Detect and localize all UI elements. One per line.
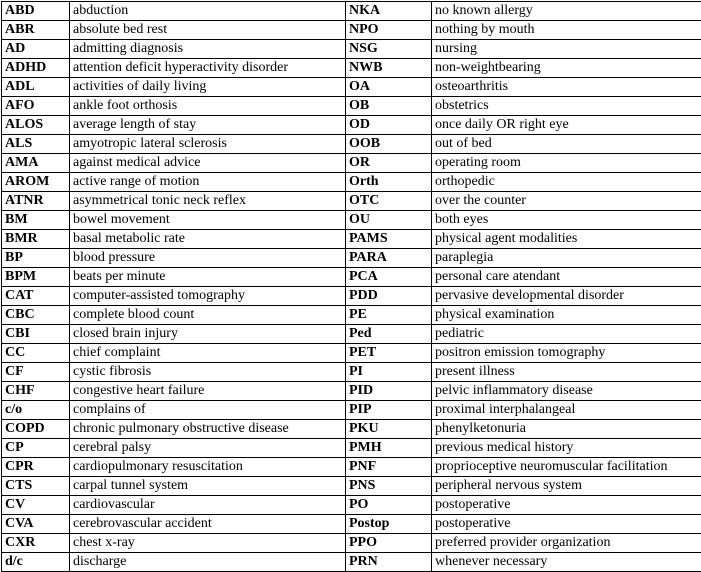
left-abbreviation-cell: CHF (2, 382, 70, 401)
right-abbreviation-cell: PET (346, 344, 432, 363)
right-meaning-cell: peripheral nervous system (432, 477, 701, 496)
left-meaning-cell: average length of stay (70, 116, 346, 135)
table-row (2, 420, 701, 439)
right-abbreviation-cell: Ped (346, 325, 432, 344)
right-abbreviation-cell: PNS (346, 477, 432, 496)
table-row (2, 496, 701, 515)
left-abbreviation-cell: ALOS (2, 116, 70, 135)
right-meaning-cell: nothing by mouth (432, 21, 701, 40)
left-abbreviation-cell: c/o (2, 401, 70, 420)
right-abbreviation-cell: NPO (346, 21, 432, 40)
right-abbreviation-cell: PI (346, 363, 432, 382)
right-abbreviation-cell: Orth (346, 173, 432, 192)
right-meaning-cell: pelvic inflammatory disease (432, 382, 701, 401)
left-meaning-cell: beats per minute (70, 268, 346, 287)
right-meaning-cell: phenylketonuria (432, 420, 701, 439)
right-abbreviation-cell: PNF (346, 458, 432, 477)
table-row (2, 268, 701, 287)
right-abbreviation-cell: PAMS (346, 230, 432, 249)
left-abbreviation-cell: ADL (2, 78, 70, 97)
left-abbreviation-cell: BPM (2, 268, 70, 287)
right-meaning-cell: out of bed (432, 135, 701, 154)
left-abbreviation-cell: BMR (2, 230, 70, 249)
left-meaning-cell: active range of motion (70, 173, 346, 192)
table-row (2, 401, 701, 420)
right-meaning-cell: postoperative (432, 515, 701, 534)
left-meaning-cell: carpal tunnel system (70, 477, 346, 496)
left-abbreviation-cell: CP (2, 439, 70, 458)
left-abbreviation-cell: CBI (2, 325, 70, 344)
right-abbreviation-cell: PARA (346, 249, 432, 268)
left-meaning-cell: admitting diagnosis (70, 40, 346, 59)
right-meaning-cell: physical agent modalities (432, 230, 701, 249)
right-abbreviation-cell: OB (346, 97, 432, 116)
left-abbreviation-cell: d/c (2, 553, 70, 572)
left-meaning-cell: closed brain injury (70, 325, 346, 344)
table-row (2, 534, 701, 553)
left-meaning-cell: absolute bed rest (70, 21, 346, 40)
table-row (2, 192, 701, 211)
left-meaning-cell: cystic fibrosis (70, 363, 346, 382)
left-meaning-cell: cerebral palsy (70, 439, 346, 458)
left-abbreviation-cell: CAT (2, 287, 70, 306)
right-abbreviation-cell: PE (346, 306, 432, 325)
right-meaning-cell: once daily OR right eye (432, 116, 701, 135)
table-row (2, 306, 701, 325)
right-abbreviation-cell: PCA (346, 268, 432, 287)
table-row (2, 363, 701, 382)
left-meaning-cell: complete blood count (70, 306, 346, 325)
abbreviation-table (1, 1, 701, 572)
right-abbreviation-cell: PMH (346, 439, 432, 458)
right-abbreviation-cell: NWB (346, 59, 432, 78)
right-meaning-cell: proximal interphalangeal (432, 401, 701, 420)
left-meaning-cell: computer-assisted tomography (70, 287, 346, 306)
right-meaning-cell: personal care atendant (432, 268, 701, 287)
left-meaning-cell: asymmetrical tonic neck reflex (70, 192, 346, 211)
right-abbreviation-cell: PKU (346, 420, 432, 439)
right-abbreviation-cell: PIP (346, 401, 432, 420)
left-meaning-cell: attention deficit hyperactivity disorder (70, 59, 346, 78)
right-meaning-cell: proprioceptive neuromuscular facilitation (432, 458, 701, 477)
table-row (2, 325, 701, 344)
table-row (2, 154, 701, 173)
left-abbreviation-cell: ALS (2, 135, 70, 154)
right-abbreviation-cell: OOB (346, 135, 432, 154)
right-meaning-cell: physical examination (432, 306, 701, 325)
right-abbreviation-cell: OR (346, 154, 432, 173)
right-abbreviation-cell: Postop (346, 515, 432, 534)
table-row (2, 439, 701, 458)
left-meaning-cell: chest x-ray (70, 534, 346, 553)
left-abbreviation-cell: CTS (2, 477, 70, 496)
left-meaning-cell: amyotropic lateral sclerosis (70, 135, 346, 154)
table-row (2, 553, 701, 572)
left-meaning-cell: abduction (70, 2, 346, 21)
left-meaning-cell: against medical advice (70, 154, 346, 173)
left-abbreviation-cell: CXR (2, 534, 70, 553)
table-row (2, 40, 701, 59)
right-abbreviation-cell: PPO (346, 534, 432, 553)
left-abbreviation-cell: CF (2, 363, 70, 382)
left-abbreviation-cell: CC (2, 344, 70, 363)
left-abbreviation-cell: AFO (2, 97, 70, 116)
left-abbreviation-cell: ABR (2, 21, 70, 40)
abbreviation-table-body (2, 2, 701, 572)
left-abbreviation-cell: CVA (2, 515, 70, 534)
left-abbreviation-cell: CV (2, 496, 70, 515)
left-meaning-cell: cerebrovascular accident (70, 515, 346, 534)
right-meaning-cell: postoperative (432, 496, 701, 515)
left-abbreviation-cell: ABD (2, 2, 70, 21)
left-abbreviation-cell: BP (2, 249, 70, 268)
left-abbreviation-cell: BM (2, 211, 70, 230)
right-meaning-cell: no known allergy (432, 2, 701, 21)
right-meaning-cell: nursing (432, 40, 701, 59)
left-meaning-cell: congestive heart failure (70, 382, 346, 401)
table-row (2, 78, 701, 97)
left-meaning-cell: activities of daily living (70, 78, 346, 97)
table-row (2, 173, 701, 192)
right-abbreviation-cell: OU (346, 211, 432, 230)
left-abbreviation-cell: AD (2, 40, 70, 59)
table-row (2, 515, 701, 534)
table-row (2, 97, 701, 116)
table-row (2, 477, 701, 496)
table-row (2, 382, 701, 401)
left-abbreviation-cell: CBC (2, 306, 70, 325)
right-abbreviation-cell: NKA (346, 2, 432, 21)
left-meaning-cell: cardiopulmonary resuscitation (70, 458, 346, 477)
right-abbreviation-cell: PDD (346, 287, 432, 306)
right-meaning-cell: pediatric (432, 325, 701, 344)
table-row (2, 287, 701, 306)
left-meaning-cell: basal metabolic rate (70, 230, 346, 249)
left-meaning-cell: chief complaint (70, 344, 346, 363)
right-meaning-cell: both eyes (432, 211, 701, 230)
table-row (2, 116, 701, 135)
right-meaning-cell: positron emission tomography (432, 344, 701, 363)
right-meaning-cell: whenever necessary (432, 553, 701, 572)
table-row (2, 230, 701, 249)
right-meaning-cell: paraplegia (432, 249, 701, 268)
right-abbreviation-cell: OA (346, 78, 432, 97)
right-abbreviation-cell: PRN (346, 553, 432, 572)
right-meaning-cell: operating room (432, 154, 701, 173)
left-meaning-cell: chronic pulmonary obstructive disease (70, 420, 346, 439)
table-row (2, 59, 701, 78)
table-row (2, 21, 701, 40)
right-abbreviation-cell: PID (346, 382, 432, 401)
left-abbreviation-cell: AMA (2, 154, 70, 173)
right-meaning-cell: pervasive developmental disorder (432, 287, 701, 306)
left-abbreviation-cell: AROM (2, 173, 70, 192)
right-meaning-cell: over the counter (432, 192, 701, 211)
right-meaning-cell: non-weightbearing (432, 59, 701, 78)
right-meaning-cell: previous medical history (432, 439, 701, 458)
left-meaning-cell: bowel movement (70, 211, 346, 230)
left-meaning-cell: blood pressure (70, 249, 346, 268)
left-abbreviation-cell: CPR (2, 458, 70, 477)
table-row (2, 344, 701, 363)
table-row (2, 249, 701, 268)
right-abbreviation-cell: OTC (346, 192, 432, 211)
right-meaning-cell: obstetrics (432, 97, 701, 116)
right-abbreviation-cell: PO (346, 496, 432, 515)
right-abbreviation-cell: OD (346, 116, 432, 135)
right-meaning-cell: preferred provider organization (432, 534, 701, 553)
left-abbreviation-cell: COPD (2, 420, 70, 439)
right-meaning-cell: osteoarthritis (432, 78, 701, 97)
left-meaning-cell: cardiovascular (70, 496, 346, 515)
left-meaning-cell: complains of (70, 401, 346, 420)
table-row (2, 458, 701, 477)
table-row (2, 2, 701, 21)
right-abbreviation-cell: NSG (346, 40, 432, 59)
left-abbreviation-cell: ADHD (2, 59, 70, 78)
right-meaning-cell: orthopedic (432, 173, 701, 192)
left-abbreviation-cell: ATNR (2, 192, 70, 211)
table-row (2, 135, 701, 154)
left-meaning-cell: discharge (70, 553, 346, 572)
left-meaning-cell: ankle foot orthosis (70, 97, 346, 116)
table-row (2, 211, 701, 230)
right-meaning-cell: present illness (432, 363, 701, 382)
